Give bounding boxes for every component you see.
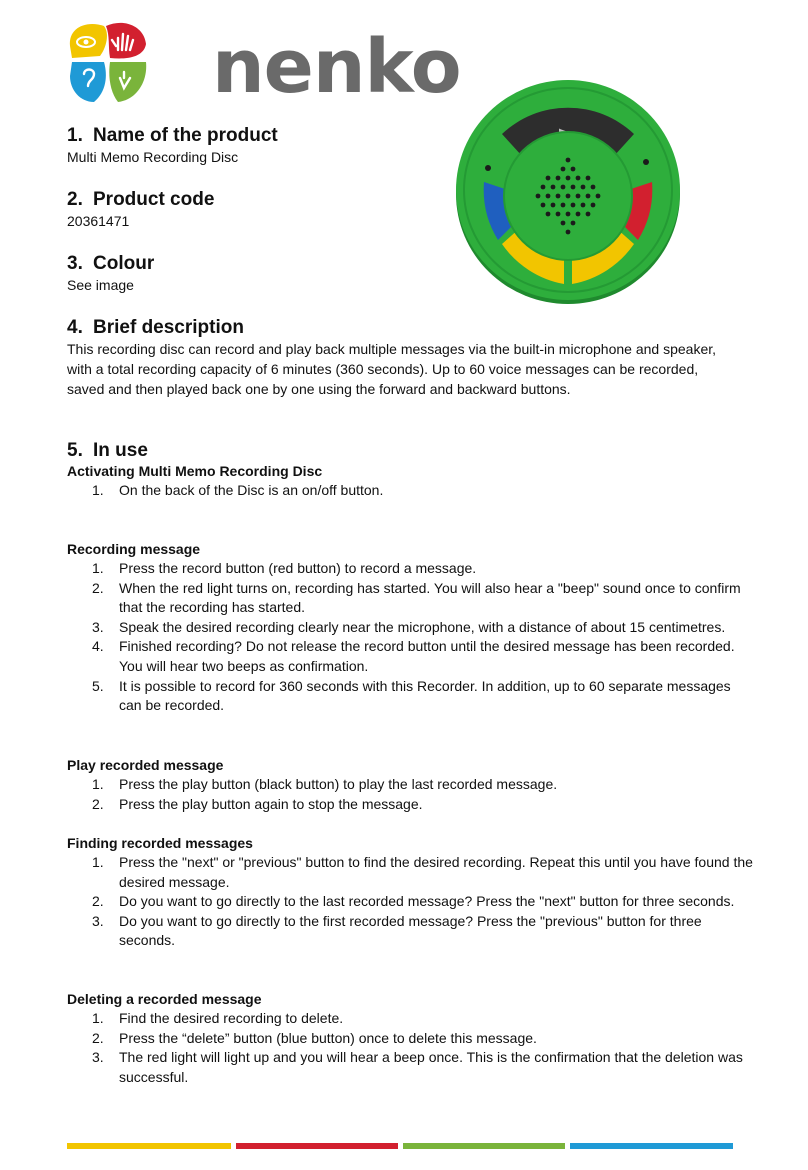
list-item-number: 2. — [92, 893, 104, 910]
list-item-number: 3. — [92, 912, 104, 929]
list-item-number: 3. — [92, 618, 104, 635]
finding-heading: Finding recorded messages — [67, 835, 253, 851]
microphone-icon — [485, 165, 491, 171]
list-item — [67, 677, 757, 716]
list-item — [67, 1009, 757, 1029]
list-item-text: Press the play button (black button) to play the last recorded message. — [119, 776, 558, 792]
list-item — [67, 853, 757, 892]
list-item-text: It is possible to record for 360 seconds with this Recorder. In addition, up to 60 separate messages can be recorded. — [119, 677, 731, 714]
recording-heading: Recording message — [67, 541, 201, 557]
recording-steps — [67, 559, 757, 716]
play-heading: Play recorded message — [67, 757, 224, 773]
list-item-number: 1. — [92, 482, 104, 498]
activating-steps — [67, 481, 757, 501]
brand-wordmark: nenko — [212, 24, 461, 110]
list-item-text: Press the play button again to stop the message. — [119, 795, 423, 812]
section-in-use-title: 5. In use — [67, 440, 148, 461]
list-item-text: Speak the desired recording clearly near the microphone, with a distance of about 15 centimetres. — [119, 618, 726, 635]
list-item-number: 4. — [92, 638, 104, 655]
list-item-text: Press the record button (red button) to record a message. — [119, 560, 477, 576]
list-item — [67, 795, 757, 815]
footer-bar-blue — [570, 1143, 733, 1149]
list-item — [67, 912, 757, 951]
list-item — [67, 559, 757, 579]
section-description-title: 4. Brief description — [67, 317, 244, 338]
product-colour: See image — [67, 277, 134, 293]
list-item — [67, 1029, 757, 1049]
list-item-text: Press the "next" or "previous" button to find the desired recording. Repeat this until you have found the desired message. — [119, 854, 753, 890]
list-item-number: 3. — [92, 1049, 104, 1066]
list-item-number: 2. — [92, 579, 104, 596]
list-item-text: Do you want to go directly to the first recorded message? Press the "previous" button for three seconds. — [119, 912, 702, 949]
activating-heading: Activating Multi Memo Recording Disc — [67, 463, 323, 479]
list-item — [67, 637, 757, 676]
footer-bar-yellow — [67, 1143, 231, 1149]
list-item-text: Press the “delete” button (blue button) once to delete this message. — [119, 1029, 537, 1046]
finding-steps — [67, 853, 757, 951]
list-item-text: Find the desired recording to delete. — [119, 1010, 344, 1026]
list-item-text: The red light will light up and you will hear a beep once. This is the confirmation that the deletion was successful. — [119, 1049, 743, 1085]
list-item — [67, 892, 757, 912]
product-code: 20361471 — [67, 213, 130, 229]
list-item-number: 2. — [92, 1029, 104, 1046]
list-item — [67, 618, 757, 638]
list-item-number: 1. — [92, 776, 104, 792]
nenko-logo — [66, 16, 461, 111]
list-item — [67, 579, 757, 618]
list-item-number: 1. — [92, 560, 104, 576]
list-item-number: 2. — [92, 795, 104, 812]
section-code-title: 2. Product code — [67, 189, 215, 210]
description-text: This recording disc can record and play back multiple messages via the built-in microphone and speaker, with a total recording capacity of 6 minutes (360 seconds). Up to 60 voice messages can be recorded, saved and then played back one by one using the forward and backward buttons. — [67, 341, 717, 397]
list-item-number: 1. — [92, 1010, 104, 1026]
list-item-text: Do you want to go directly to the last recorded message? Press the "next" button for three seconds. — [119, 893, 735, 910]
play-steps — [67, 775, 757, 814]
list-item — [67, 1048, 757, 1087]
list-item-text: On the back of the Disc is an on/off button. — [119, 482, 384, 498]
list-item-number: 5. — [92, 677, 104, 694]
list-item — [67, 775, 757, 795]
footer-bar-green — [403, 1143, 565, 1149]
list-item-text: Finished recording? Do not release the record button until the desired message has been recorded. You will hear two beeps as confirmation. — [119, 638, 735, 674]
footer-bar-red — [236, 1143, 398, 1149]
deleting-heading: Deleting a recorded message — [67, 991, 262, 1007]
list-item — [67, 481, 757, 501]
list-item-text: When the red light turns on, recording has started. You will also hear a "beep" sound once to confirm that the recording has started. — [119, 579, 741, 616]
product-image — [452, 72, 684, 308]
deleting-steps — [67, 1009, 757, 1087]
section-colour-title: 3. Colour — [67, 253, 155, 274]
section-name-title: 1. Name of the product — [67, 125, 278, 146]
indicator-light-icon — [643, 159, 649, 165]
product-name: Multi Memo Recording Disc — [67, 149, 239, 165]
list-item-number: 1. — [92, 854, 104, 870]
logo-mark-icon — [66, 16, 156, 111]
